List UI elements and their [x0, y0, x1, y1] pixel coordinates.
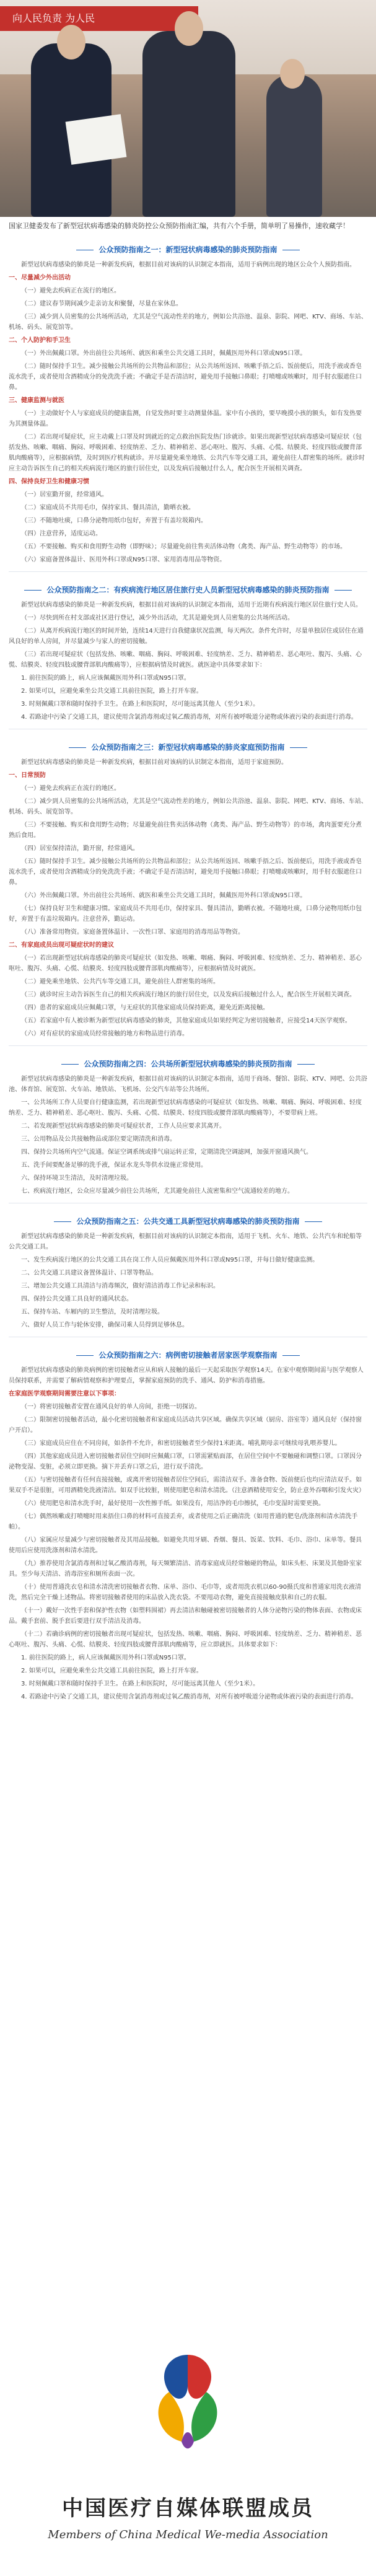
- section-subheading: 三、健康监测与就医: [9, 397, 64, 404]
- section-paragraph: （三）家庭成员应住在不同房间，如条件不允许，和密切接触者至少保持1米距离。哺乳期母亲可继续母乳喂养婴儿。: [21, 1440, 341, 1447]
- section-title: 公众预防指南之一：新型冠状病毒感染的肺炎预防指南: [9, 244, 367, 255]
- section-paragraph: 五、洗手间要配备足够的洗手液，保证水龙头等供水设施正常使用。: [21, 1162, 207, 1169]
- section-paragraph: 3. 时刻佩戴口罩和随时保持手卫生。在路上和医院时，尽可能远离其他人（至少1米）。: [21, 1681, 260, 1687]
- section-paragraph: （六）使用肥皂和清水洗手时，最好使用一次性擦手纸。如果没有，用洁净的毛巾擦拭，毛巾变湿时需要更换。: [21, 1500, 325, 1507]
- section-paragraph: 新型冠状病毒感染的肺炎是一种新发疾病，根据目前对该病的认识制定本指南，适用于近期有疾病流行地区居住旅行史人员。: [21, 602, 362, 609]
- section-paragraph: （一）将密切接触者安置在通风良好的单人房间，拒绝一切探访。: [21, 1404, 201, 1410]
- section-paragraph: 新型冠状病毒感染的肺炎是一种新发疾病，根据目前对该病的认识制定本指南，适用于商场、餐馆、影院、KTV、网吧、公共浴池、体育馆、展览馆、火车站、地铁站、飞机场、公交汽车站等公共场所。: [9, 1076, 367, 1093]
- association-logo: [144, 2349, 231, 2454]
- section-subheading: 四、保持良好卫生和健康习惯: [9, 478, 89, 485]
- section-paragraph: （五）与密切接触者有任何直接接触，或离开密切接触者居住空间后，需清洁双手。准备食物、饭前便后也均应清洁双手。如果双手不是很脏，可用酒精免洗液清洁。如双手比较脏，则使用肥皂和清水清洗。（注意酒精使用安全，防止意外吞咽和引发火灾）: [9, 1477, 365, 1494]
- section-paragraph: （一）尽快到所在村支部或社区进行登记，减少外出活动，尤其是避免到人员密集的公共场所活动。: [21, 615, 294, 622]
- section-paragraph: （五）若家庭中有人被诊断为新型冠状病毒感染的肺炎，其他家庭成员如果经判定为密切接触者，应接受14天医学观察。: [21, 1018, 351, 1024]
- section-paragraph: （六）外出佩戴口罩。外出前往公共场所、就医和乘坐公共交通工具时，佩戴医用外科口罩或N95口罩。: [21, 892, 307, 899]
- section-paragraph: 新型冠状病毒感染的肺炎是一种新发疾病，根据目前对该病的认识制定本指南，适用于家庭预防。: [21, 759, 287, 766]
- photo-banner: 向人民负责 为人民: [0, 6, 198, 31]
- section-paragraph: 2. 如果可以，应避免乘坐公共交通工具前往医院，路上打开车窗。: [21, 688, 203, 695]
- section-paragraph: （七）保持良好卫生和健康习惯。家庭成员不共用毛巾，保持家具、餐具清洁，勤晒衣被。不随地吐痰，口鼻分泌物用纸巾包好，弃置于有盖垃圾箱内。注意营养，勤运动。: [9, 905, 362, 923]
- section-body: [9, 600, 367, 729]
- section-body: [9, 1074, 367, 1203]
- section-divider: [9, 1045, 367, 1046]
- guide-section-6: [9, 1350, 367, 1702]
- section-paragraph: 1. 前往医院的路上，病人应该佩戴医用外科口罩或N95口罩。: [21, 675, 190, 682]
- section-body: [9, 1231, 367, 1337]
- section-subheading: 二、有家庭成员出现可疑症状时的建议: [9, 942, 114, 949]
- section-subheading: 二、个人防护和手卫生: [9, 337, 71, 344]
- section-paragraph: 一、公共场所工作人员要自行健康监测，若出现新型冠状病毒感染的可疑症状（如发热、咳嗽、咽痛、胸闷、呼吸困难、轻度纳差、乏力、精神稍差、恶心呕吐、腹泻、头痛、心慌、结膜炎、轻度四肢或腰背部肌肉酸痛等），不要带病上班。: [9, 1099, 362, 1117]
- association-name-cn: 中国医疗自媒体联盟成员: [62, 2496, 314, 2521]
- section-paragraph: （一）避免去疾病正在流行的地区。: [21, 288, 120, 294]
- section-paragraph: 五、保持车站、车厢内的卫生整洁，及时清理垃圾。: [21, 1309, 164, 1316]
- section-paragraph: 四、保持公共场所内空气流通。保证空调系统或排气扇运转正常，定期清洗空调滤网，加强开窗通风换气。: [21, 1149, 312, 1156]
- section-paragraph: （六）对有症状的家庭成员经常接触的地方和物品进行消毒。: [21, 1031, 188, 1037]
- association-footer: [0, 2330, 376, 2576]
- section-paragraph: （八）准备常用物资。家庭备置体温计、一次性口罩、家庭用的消毒用品等物资。: [21, 929, 244, 936]
- section-paragraph: 4. 若路途中污染了交通工具，建议使用含氯消毒剂或过氧乙酸消毒剂，对所有被呼吸道分泌物或体液污染的表面进行消毒。: [21, 1694, 357, 1700]
- section-paragraph: （一）主动做好个人与家庭成员的健康监测，自觉发热时要主动测量体温。家中有小孩的，要早晚摸小孩的额头，如有发热要为其测量体温。: [9, 410, 362, 428]
- section-paragraph: 七、疾病流行地区，公众应尽量减少前往公共场所，尤其避免前往人流密集和空气流通较差的地方。: [21, 1188, 294, 1195]
- section-body: [9, 1365, 367, 1702]
- logo-petal: [159, 2392, 184, 2442]
- section-paragraph: 一、发生疾病流行地区的公共交通工具在岗工作人员应佩戴医用外科口罩或N95口罩，并每日做好健康监测。: [21, 1257, 319, 1264]
- section-paragraph: （一）居室勤开窗，经常通风。: [21, 491, 108, 498]
- section-body: [9, 757, 367, 1046]
- association-name-en: Members of China Medical We-media Association: [48, 2528, 328, 2541]
- section-title: 公众预防指南之四：公共场所新型冠状病毒感染的肺炎预防指南: [9, 1058, 367, 1069]
- section-subheading: 一、尽量减少外出活动: [9, 275, 71, 281]
- section-paragraph: 四、保持公共交通工具良好的通风状态。: [21, 1296, 133, 1303]
- guide-section-4: [9, 1058, 367, 1203]
- section-paragraph: （二）从离开疾病流行地区的时间开始，连续14天进行自我健康状况监测，每天两次。条件允许时，尽量单独居住或居住在通风良好的单人房间，并尽量减少与家人的密切接触。: [9, 628, 364, 645]
- section-divider: [9, 571, 367, 572]
- section-paragraph: （六）家庭备置体温计、医用外科口罩或N95口罩、家用消毒用品等物资。: [21, 556, 226, 563]
- section-paragraph: （三）若出现可疑症状（包括发热、咳嗽、咽痛、胸闷、呼吸困难、轻度纳差、乏力、精神稍差、恶心呕吐、腹泻、头痛、心慌、结膜炎、轻度四肢或腰背部肌肉酸痛等），应根据病情及时就医。就医途中具体要求如下：: [9, 651, 362, 669]
- section-paragraph: 3. 时刻佩戴口罩和随时保持手卫生。在路上和医院时，尽可能远离其他人（至少1米）。: [21, 701, 260, 708]
- section-paragraph: （九）推荐使用含氯消毒剂和过氧乙酸消毒剂，每天频繁清洁、消毒家庭成员经常触碰的物品，如床头柜、床架及其他卧室家具。至少每天清洁、消毒浴室和厕所表面一次。: [9, 1560, 362, 1578]
- photo-person: [142, 31, 235, 217]
- section-paragraph: （四）居室保持清洁，勤开窗，经常通风。: [21, 845, 139, 852]
- photo-head: [175, 11, 203, 46]
- section-paragraph: （四）注意营养，适度运动。: [21, 530, 102, 537]
- section-paragraph: （五）随时保持手卫生。减少接触公共场所的公共物品和部位；从公共场所返回、咳嗽手捂之后、饭前便后，用洗手液或香皂流水洗手，或者使用含酒精成分的免洗洗手液；不确定手是否清洁时，避免用手接触口鼻眼；打喷嚏或咳嗽时，用手肘衣服遮住口鼻。: [9, 858, 362, 886]
- section-paragraph: （二）随时保持手卫生。减少接触公共场所的公共物品和部位；从公共场所返回、咳嗽手捂之后、饭前便后，用洗手液或香皂流水洗手，或者使用含酒精成分的免洗洗手液；不确定手是否清洁时，避免用手接触口鼻眼；打喷嚏或咳嗽时，用手肘衣服遮住口鼻。: [9, 363, 362, 391]
- section-paragraph: 三、公用物品及公共接触物品或部位要定期清洗和消毒。: [21, 1136, 176, 1143]
- section-title: 公众预防指南之六：病例密切接触者居家医学观察指南: [9, 1350, 367, 1360]
- section-paragraph: 新型冠状病毒感染的肺炎是一种新发疾病，根据目前对该病的认识制定本指南，适用于飞机、火车、地铁、公共汽车和轮船等公共交通工具。: [9, 1233, 362, 1251]
- photo-head: [57, 25, 85, 59]
- photo-person: [266, 74, 322, 217]
- section-paragraph: 六、保持环境卫生清洁，及时清理垃圾。: [21, 1175, 133, 1182]
- section-paragraph: （十二）若确诊病例的密切接触者出现可疑症状，包括发热、咳嗽、咽痛、胸闷、呼吸困难、轻度纳差、乏力、精神稍差、恶心呕吐、腹泻、头痛、心慌、结膜炎、轻度四肢或腰背部肌肉酸痛等，应立即就医。具体要求如下：: [9, 1631, 362, 1648]
- photo-head: [280, 59, 305, 89]
- section-paragraph: 4. 若路途中污染了交通工具，建议使用含氯消毒剂或过氧乙酸消毒剂，对所有被呼吸道分泌物或体液污染的表面进行消毒。: [21, 714, 357, 721]
- section-paragraph: （二）若出现可疑症状，应主动戴上口罩及时到就近的定点救治医院发热门诊就诊。如果出现新型冠状病毒感染可疑症状（包括发热、咳嗽、咽痛、胸闷、呼吸困难、轻度纳差、乏力、精神稍差、恶心呕吐、腹泻、头痛、心慌、结膜炎、轻度四肢或腰背部肌肉酸痛等），应根据病情，及时到医疗机构就诊。并尽量避免乘坐地铁、公共汽车等交通工具，避免前往人群密集的场所。就诊时应主动告诉医生自己的相关疾病流行地区的旅行居住史，以及发病后接触过什么人，配合医生开展相关调查。: [9, 434, 365, 472]
- section-paragraph: 新型冠状病毒感染的肺炎病例的密切接触者应从和病人接触的最后一天起采取医学观察14天。在家中观察期间需与医学观察人员保持联系，并需要了解病情观察和护理要点，掌握家庭预防的洗手、通风、防护和消毒措施。: [9, 1367, 364, 1384]
- guide-section-2: [9, 584, 367, 729]
- section-paragraph: 新型冠状病毒感染的肺炎是一种新发疾病，根据目前对该病的认识制定本指南，适用于病例出现的地区公众个人预防指南。: [21, 262, 356, 268]
- section-paragraph: （七）偶然咳嗽或打喷嚏时用来捂住口鼻的材料可直接丢弃，或者使用之后正确清洗（如用普通的肥皂/洗涤剂和清水清洗手帕）。: [9, 1513, 358, 1531]
- section-subheading: 一、日常预防: [9, 772, 46, 779]
- section-paragraph: 二、公共交通工具建议备置体温计、口罩等物品。: [21, 1270, 157, 1277]
- section-paragraph: 三、增加公共交通工具清洁与消毒频次，做好清洁消毒工作记录和标识。: [21, 1283, 219, 1290]
- guide-section-5: [9, 1216, 367, 1337]
- section-body: [9, 260, 367, 572]
- guide-section-3: [9, 742, 367, 1046]
- section-paragraph: （十一）戴好一次性手套和保护性衣物（如塑料围裙）再去清洁和触碰被密切接触者的人体分泌物污染的物体表面、衣物或床品。戴手套前、脱手套后要进行双手清洁及消毒。: [9, 1607, 362, 1625]
- photo-leaflet: [66, 114, 127, 165]
- logo-petal: [188, 2355, 211, 2399]
- section-title: 公众预防指南之二：有疾病流行地区居住旅行史人员新型冠状病毒感染的肺炎预防指南: [9, 584, 367, 595]
- section-paragraph: 1. 前往医院的路上，病人应该佩戴医用外科口罩或N95口罩。: [21, 1655, 190, 1661]
- section-title: 公众预防指南之三：新型冠状病毒感染的肺炎家庭预防指南: [9, 742, 367, 752]
- section-paragraph: （三）就诊时应主动告诉医生自己的相关疾病流行地区的旅行居住史，以及发病后接触过什么人，配合医生开展相关调查。: [21, 991, 356, 998]
- header-photo: [0, 0, 376, 217]
- section-paragraph: （十）使用普通洗衣皂和清水清洗密切接触者衣物、床单、浴巾、毛巾等，或者用洗衣机以60-90摄氏度和普通家用洗衣液清洗，然后完全干燥上述物品。将密切接触者使用的床品放入洗衣袋。不要甩动衣物，避免直接接触皮肤和自己的衣服。: [9, 1584, 362, 1601]
- section-paragraph: （四）患者的家庭成员应佩戴口罩，与无症状的其他家庭成员保持距离，避免近距离接触。: [21, 1004, 269, 1011]
- section-paragraph: （四）其他家庭成员进入密切接触者居住空间时应佩戴口罩，口罩需紧贴面部，在居住空间中不要触碰和调整口罩。口罩因分泌物变湿、变脏，必须立即更换。摘下并丢弃口罩之后，进行双手清洗。: [9, 1453, 362, 1470]
- section-paragraph: （二）建议春节期间减少走亲访友和聚餐，尽量在家休息。: [21, 301, 182, 307]
- section-paragraph: （一）外出佩戴口罩。外出前往公共场所、就医和乘坐公共交通工具时，佩戴医用外科口罩或N95口罩。: [21, 350, 307, 357]
- guide-section-1: [9, 244, 367, 572]
- section-paragraph: 2. 如果可以，应避免乘坐公共交通工具前往医院，路上打开车窗。: [21, 1668, 203, 1674]
- section-paragraph: （一）若出现新型冠状病毒感染的肺炎可疑症状（如发热、咳嗽、咽痛、胸闷、呼吸困难、轻度纳差、乏力、精神稍差、恶心呕吐、腹泻、头痛、心慌、结膜炎、轻度四肢或腰背部肌肉酸痛等），应根据病情及时就医。: [9, 955, 362, 972]
- logo-petal: [191, 2392, 217, 2442]
- section-paragraph: （二）避免乘坐地铁、公共汽车等交通工具，避免前往人群密集的场所。: [21, 978, 219, 985]
- section-subheading: 在家庭医学观察期间需要注意以下事项：: [9, 1391, 120, 1397]
- section-title: 公众预防指南之五：公共交通工具新型冠状病毒感染的肺炎预防指南: [9, 1216, 367, 1226]
- logo-petal: [181, 2432, 194, 2448]
- section-paragraph: （八）家属应尽量减少与密切接触者及其用品接触。如避免共用牙刷、香烟、餐具、饭菜、饮料、毛巾、浴巾、床单等。餐具使用后应使用洗涤剂和清水清洗。: [9, 1537, 362, 1554]
- logo-petal: [164, 2355, 188, 2399]
- section-paragraph: （三）减少到人员密集的公共场所活动，尤其是空气流动性差的地方，例如公共浴池、温泉、影院、网吧、KTV、商场、车站、机场、码头、展览馆等。: [9, 314, 367, 331]
- section-paragraph: （三）不随地吐痰，口鼻分泌物用纸巾包好，弃置于有盖垃圾箱内。: [21, 517, 207, 524]
- section-paragraph: （二）限制密切接触者活动，最小化密切接触者和家庭成员活动共享区域。确保共享区域（厨房、浴室等）通风良好（保持窗户开启）。: [9, 1417, 362, 1434]
- section-paragraph: （三）不要接触、购买和食用野生动物；尽量避免前往售卖活体动物（禽类、海产品、野生动物等）的市场，禽肉蛋要充分煮熟后食用。: [9, 822, 362, 839]
- section-paragraph: （一）避免去疾病正在流行的地区。: [21, 785, 120, 792]
- photo-caption: 国家卫健委发布了新型冠状病毒感染的肺炎防控公众预防指南汇编，共有六个手册，简单明了易操作，速收藏学！: [9, 222, 349, 230]
- section-paragraph: （二）减少到人员密集的公共场所活动，尤其是空气流动性差的地方，例如公共浴池、温泉、影院、网吧、KTV、商场、车站、机场、码头、展览馆等。: [9, 798, 367, 815]
- section-paragraph: 二、若发现新型冠状病毒感染的肺炎可疑症状者，工作人员应要求其离开。: [21, 1123, 225, 1130]
- section-paragraph: （二）家庭成员不共用毛巾，保持家具、餐具清洁，勤晒衣被。: [21, 504, 195, 511]
- section-paragraph: （五）不要接触、购买和食用野生动物（即野味）；尽量避免前往售卖活体动物（禽类、海产品、野生动物等）的市场。: [21, 543, 346, 550]
- section-paragraph: 六、做好人员工作与轮休安排，确保司乘人员得到足够休息。: [21, 1322, 188, 1329]
